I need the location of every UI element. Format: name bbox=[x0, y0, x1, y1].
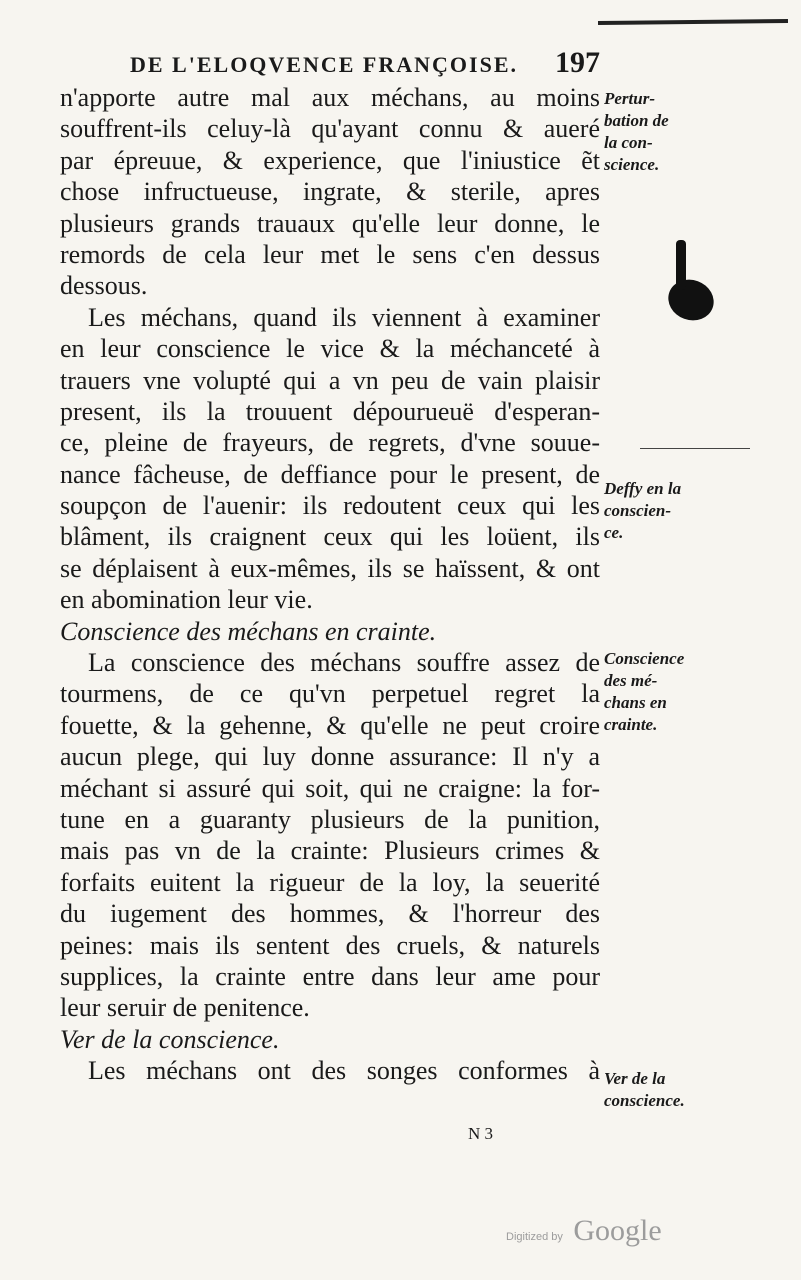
margin-note-line: Deffy en la bbox=[604, 479, 682, 498]
margin-note-line: conscien- bbox=[604, 501, 672, 520]
digitized-watermark bbox=[506, 1214, 662, 1248]
ink-stroke bbox=[640, 448, 750, 449]
text-line: méchant si assuré qui soit, qui ne craigne: la for- bbox=[60, 773, 600, 803]
text-line: chose infructueuse, ingrate, & sterile, apres bbox=[60, 177, 600, 207]
text-line: se déplaisent à eux-mêmes, ils se haïssent, & ont bbox=[60, 553, 600, 583]
text-line: en abomination leur vie. bbox=[60, 585, 313, 615]
text-line: present, ils la trouuent dépourueuë d'esperan- bbox=[60, 396, 600, 426]
text-line: ce, pleine de frayeurs, de regrets, d'vne souue- bbox=[60, 428, 600, 458]
ink-blot bbox=[663, 273, 720, 326]
margin-note-deffy bbox=[604, 478, 714, 544]
text-line: trauers vne volupté qui a vn peu de vain plaisir bbox=[60, 365, 600, 395]
margin-note-line: des mé- bbox=[604, 671, 658, 690]
margin-note-line: Pertur- bbox=[604, 89, 655, 108]
text-line: en leur conscience le vice & la méchanceté à bbox=[60, 334, 600, 364]
ink-blot bbox=[676, 240, 686, 290]
text-line: mais pas vn de la crainte: Plusieurs crimes & bbox=[60, 836, 600, 866]
margin-note-line: conscience. bbox=[604, 1091, 685, 1110]
text-line: remords de cela leur met le sens c'en dessus bbox=[60, 239, 600, 269]
signature-mark: N 3 bbox=[468, 1124, 494, 1143]
running-title: DE L'ELOQVENCE FRANÇOISE. bbox=[130, 52, 519, 77]
margin-note-line: Ver de la bbox=[604, 1069, 666, 1088]
text-line: fouette, & la gehenne, & qu'elle ne peut croire bbox=[60, 710, 600, 740]
text-line: supplices, la crainte entre dans leur ame pour bbox=[60, 961, 600, 991]
text-line: forfaits euitent la rigueur de la loy, la seuerité bbox=[60, 867, 600, 897]
margin-note-line: la con- bbox=[604, 133, 653, 152]
google-logo: Google bbox=[573, 1214, 662, 1247]
top-rule bbox=[598, 19, 788, 25]
margin-note-line: Conscience bbox=[604, 649, 685, 668]
page-number: 197 bbox=[555, 46, 600, 79]
text-line: Les méchans ont des songes conformes à bbox=[88, 1056, 600, 1086]
text-line: par épreuue, & experience, que l'iniustice ẽt bbox=[60, 145, 600, 175]
text-line: La conscience des méchans souffre assez de bbox=[88, 648, 600, 678]
text-line: tourmens, de ce qu'vn perpetuel regret la bbox=[60, 679, 600, 709]
margin-note-line: ce. bbox=[604, 523, 624, 542]
text-line: aucun plege, qui luy donne assurance: Il n'y a bbox=[60, 742, 600, 772]
text-line: dessous. bbox=[60, 271, 148, 301]
text-line: tune en a guaranty plusieurs de la punition, bbox=[60, 804, 600, 834]
text-line: du iugement des hommes, & l'horreur des bbox=[60, 899, 600, 929]
margin-note-line: bation de bbox=[604, 111, 669, 130]
text-line: leur seruir de penitence. bbox=[60, 993, 310, 1023]
text-line: soupçon de l'auenir: ils redoutent ceux qui les bbox=[60, 491, 600, 521]
margin-note-perturbation bbox=[604, 88, 714, 176]
text-line: peines: mais ils sentent des cruels, & naturels bbox=[60, 930, 600, 960]
watermark-prefix: Digitized by bbox=[506, 1231, 563, 1243]
text-line: souffrent-ils celuy-là qu'ayant connu & aueré bbox=[60, 114, 600, 144]
margin-note-line: crainte. bbox=[604, 715, 658, 734]
text-line: n'apporte autre mal aux méchans, au moins bbox=[60, 83, 600, 112]
body-text bbox=[60, 82, 600, 1087]
margin-note-ver bbox=[604, 1068, 714, 1112]
section-heading: Conscience des méchans en crainte. bbox=[60, 616, 437, 646]
text-line: plusieurs grands trauaux qu'elle leur donne, le bbox=[60, 208, 600, 238]
margin-note-crainte bbox=[604, 648, 714, 736]
text-line: blâment, ils craignent ceux qui les loüent, ils bbox=[60, 522, 600, 552]
text-line: Les méchans, quand ils viennent à examiner bbox=[88, 302, 600, 332]
margin-note-line: science. bbox=[604, 155, 660, 174]
margin-note-line: chans en bbox=[604, 693, 667, 712]
section-heading: Ver de la conscience. bbox=[60, 1024, 280, 1054]
text-line: nance fâcheuse, de deffiance pour le present, de bbox=[60, 459, 600, 489]
